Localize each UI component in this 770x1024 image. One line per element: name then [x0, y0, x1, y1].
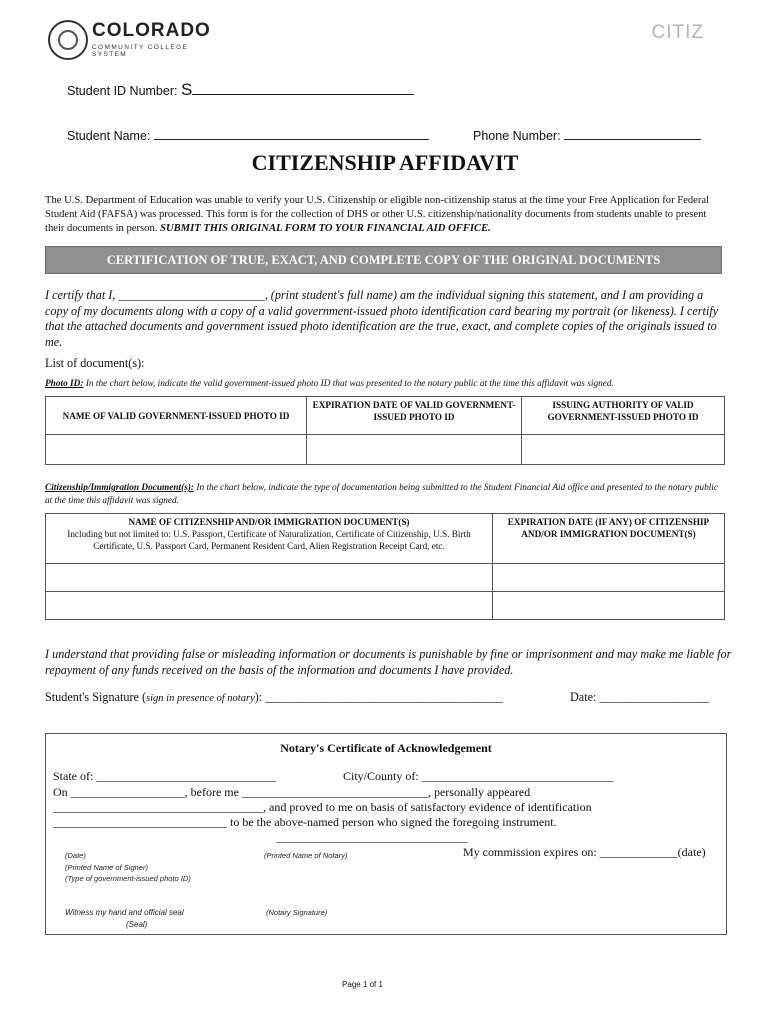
citizenship-col-name	[46, 514, 493, 564]
signature-hint: sign in presence of notary	[146, 693, 255, 704]
page-title: CITIZENSHIP AFFIDAVIT	[251, 150, 519, 175]
logo-subtitle: COMMUNITY COLLEGE SYSTEM	[92, 44, 189, 58]
photo-id-col-name: NAME OF VALID GOVERNMENT-ISSUED PHOTO ID	[46, 397, 307, 435]
photo-id-instruction	[45, 379, 735, 389]
signature-label: Student's Signature (	[45, 690, 147, 704]
citizenship-table	[45, 513, 725, 620]
notary-state[interactable]: State of: ______________________________	[53, 769, 277, 783]
photo-id-expiration-cell[interactable]	[307, 435, 522, 465]
photo-id-text: In the chart below, indicate the valid government-issued photo ID that was presented to the notary public at the time this affidavit was signed.	[85, 379, 614, 389]
notary-witness: Witness my hand and official seal	[65, 908, 184, 917]
notary-seal: (Seal)	[126, 920, 148, 929]
phone-row	[473, 127, 701, 143]
warning-text: I understand that providing false or misleading information or documents is punishable by fine or imprisonment and may make me liable for repayment of any funds received on the basis of the information and documents I have provided.	[45, 647, 732, 677]
citizenship-exp-cell-2[interactable]	[493, 592, 725, 620]
notary-city[interactable]: City/County of: ________________________________	[343, 769, 614, 783]
certification-text: I certify that I, ________________________, (print student's full name) am the individual signing this statement, and I am providing a copy of my documents along with a copy of a valid government-issued photo identification card bearing my portrait (or likeness). I certify that the attached documents and government issued photo identification are the true, exact, and complete copies of the originals issued to me.	[45, 288, 719, 349]
citizenship-label: Citizenship/Immigration Document(s):	[45, 483, 195, 493]
notary-printed-signer: (Printed Name of Signer)	[65, 863, 148, 872]
notary-named-line[interactable]: _____________________________ to be the above-named person who signed the foregoing instrument.	[53, 815, 557, 829]
intro-emphasis: SUBMIT THIS ORIGINAL FORM TO YOUR FINANCIAL AID OFFICE.	[160, 223, 491, 235]
notary-title: Notary's Certificate of Acknowledgement	[280, 741, 492, 755]
seal-icon	[48, 20, 88, 60]
intro-text: The U.S. Department of Education was unable to verify your U.S. Citizenship or eligible non-citizenship status at the time your Free Application for Federal Student Aid (FAFSA) was processed. This form is for the collection of DHS or other U.S. citizenship/nationality documents from students unable to present their documents in person.	[45, 195, 710, 235]
college-logo	[48, 14, 218, 64]
logo-word: COLORADO	[92, 20, 211, 41]
photo-id-label: Photo ID:	[45, 379, 84, 389]
notary-date-hint: (Date)	[65, 851, 86, 860]
phone-label: Phone Number:	[473, 129, 561, 143]
citizenship-col-expiration: EXPIRATION DATE (IF ANY) OF CITIZENSHIP AND/OR IMMIGRATION DOCUMENT(S)	[493, 514, 725, 564]
citizenship-doc-cell-1[interactable]	[46, 564, 493, 592]
photo-id-col-expiration: EXPIRATION DATE OF VALID GOVERNMENT-ISSUED PHOTO ID	[307, 397, 522, 435]
phone-field[interactable]	[564, 127, 701, 140]
citizenship-exp-cell-1[interactable]	[493, 564, 725, 592]
citizenship-col-head: NAME OF CITIZENSHIP AND/OR IMMIGRATION DOCUMENT(S)	[128, 517, 410, 527]
photo-id-table	[45, 396, 725, 465]
student-name-label: Student Name:	[67, 129, 151, 143]
notary-signature: (Notary Signature)	[266, 908, 328, 917]
notary-printed-name: (Printed Name of Notary)	[264, 851, 348, 860]
notary-signature-rule: ________________________________	[276, 830, 468, 844]
student-id-row	[67, 80, 414, 100]
student-id-label: Student ID Number:	[67, 84, 178, 98]
signature-line: ): _______________________________________	[254, 690, 503, 704]
signature-row[interactable]	[45, 690, 503, 705]
notary-on-line[interactable]: On ___________________, before me _______________________________, personally appeared	[53, 785, 531, 799]
notary-proved-line[interactable]: ___________________________________, and proved to me on basis of satisfactory evidence of identification	[53, 800, 592, 814]
notary-id-type: (Type of government-issued photo ID)	[65, 874, 191, 883]
intro-paragraph	[45, 194, 725, 237]
signature-date[interactable]: Date: __________________	[570, 690, 710, 704]
citizenship-doc-cell-2[interactable]	[46, 592, 493, 620]
citizenship-text: In the chart below, indicate the type of documentation being submitted to the Student Financial Aid office and presented to the notary public at the time this affidavit was signed.	[45, 483, 719, 506]
student-name-row	[67, 127, 429, 143]
photo-id-authority-cell[interactable]	[522, 435, 725, 465]
photo-id-name-cell[interactable]	[46, 435, 307, 465]
notary-box	[45, 733, 727, 935]
page-footer: Page 1 of 1	[342, 980, 383, 989]
student-id-prefix: S	[180, 80, 193, 99]
citizenship-instruction	[45, 482, 725, 507]
certification-banner: CERTIFICATION OF TRUE, EXACT, AND COMPLETE COPY OF THE ORIGINAL DOCUMENTS	[45, 246, 722, 274]
notary-commission[interactable]: My commission expires on: _____________(date)	[463, 845, 706, 859]
student-id-field[interactable]	[192, 80, 414, 95]
student-name-field[interactable]	[154, 127, 429, 140]
corner-label: CITIZ	[651, 22, 704, 43]
citizenship-col-sub: Including but not limited to: U.S. Passport, Certificate of Naturalization, Certificate of Citizenship, U.S. Birth Certificate, U.S. Passport Card, Permanent Resident Card, Alien Registration Receipt Card, etc.	[67, 529, 471, 551]
photo-id-col-authority: ISSUING AUTHORITY OF VALID GOVERNMENT-ISSUED PHOTO ID	[522, 397, 725, 435]
document-list-label: List of document(s):	[45, 356, 145, 370]
